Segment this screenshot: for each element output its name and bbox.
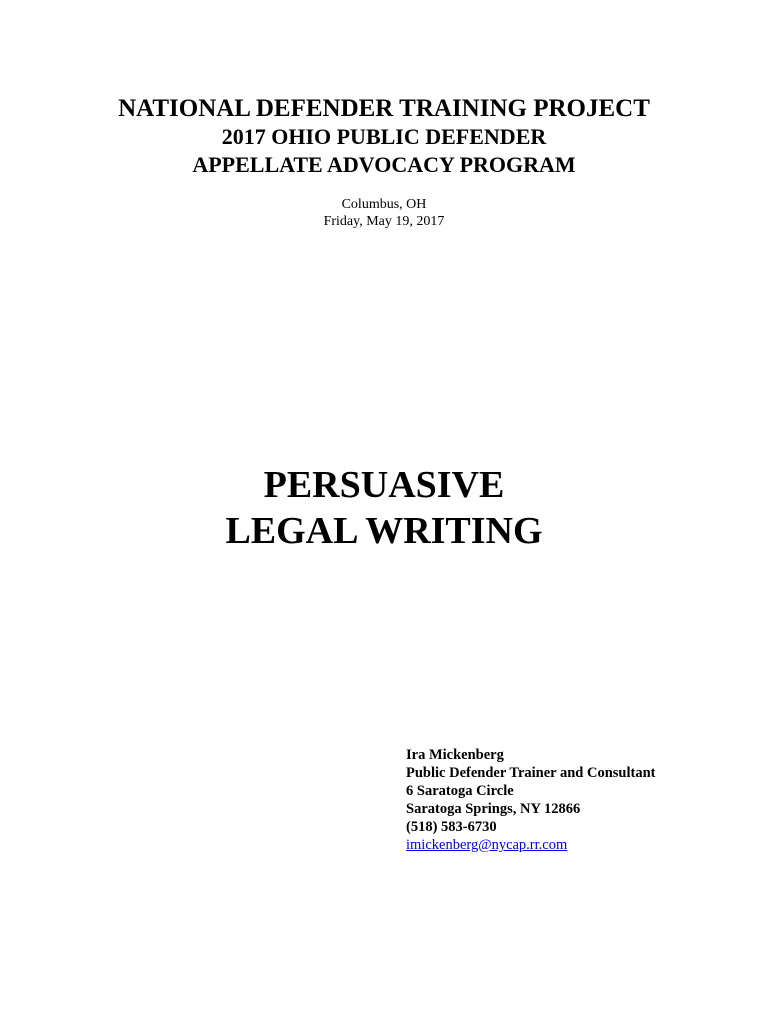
event-info <box>0 196 768 230</box>
header-program-year: 2017 OHIO PUBLIC DEFENDER <box>221 124 547 149</box>
contact-block <box>406 746 746 854</box>
contact-phone: (518) 583-6730 <box>406 819 497 835</box>
contact-name: Ira Mickenberg <box>406 747 504 763</box>
title-line-2: LEGAL WRITING <box>225 510 543 552</box>
event-location: Columbus, OH <box>341 197 427 212</box>
header-organization: NATIONAL DEFENDER TRAINING PROJECT <box>118 95 650 122</box>
contact-role: Public Defender Trainer and Consultant <box>406 765 656 781</box>
contact-address-line-2: Saratoga Springs, NY 12866 <box>406 801 581 817</box>
contact-email-link[interactable]: imickenberg@nycap.rr.com <box>406 837 568 853</box>
header-program-name: APPELLATE ADVOCACY PROGRAM <box>192 152 576 177</box>
event-date: Friday, May 19, 2017 <box>323 214 445 229</box>
title-line-1: PERSUASIVE <box>263 464 505 506</box>
document-title <box>0 462 768 554</box>
contact-address-line-1: 6 Saratoga Circle <box>406 783 514 799</box>
document-header <box>0 95 768 179</box>
